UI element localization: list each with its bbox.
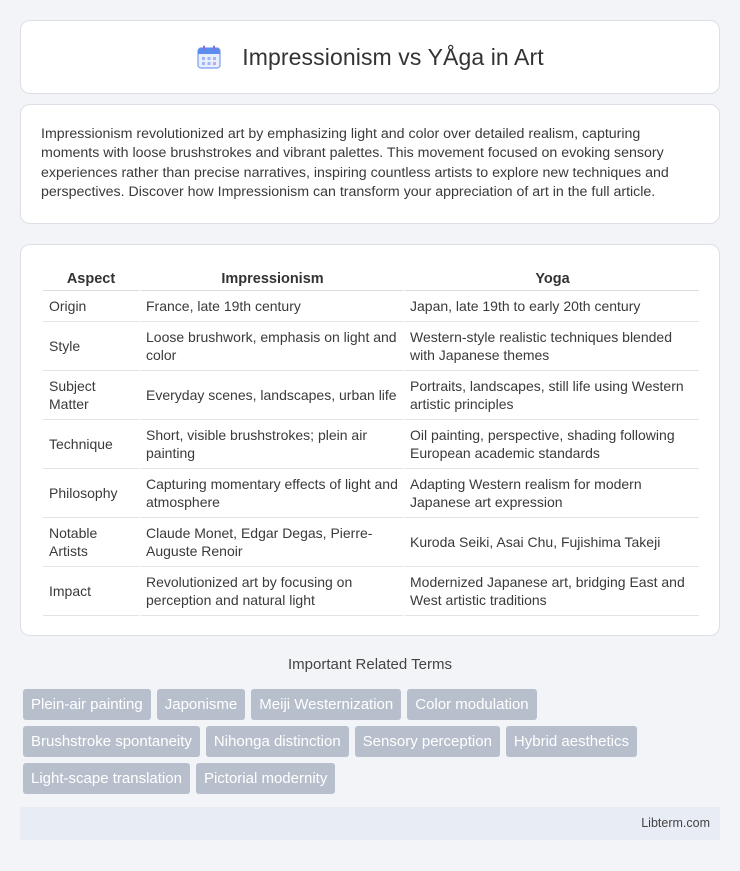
tag-nihonga-distinction[interactable]: Nihonga distinction bbox=[206, 726, 349, 757]
row-aspect: Philosophy bbox=[43, 469, 139, 518]
header-aspect: Aspect bbox=[43, 267, 139, 291]
row-yoga: Oil painting, perspective, shading following European academic standards bbox=[403, 420, 699, 469]
row-yoga: Western-style realistic techniques blended with Japanese themes bbox=[403, 322, 699, 371]
intro-card bbox=[20, 104, 720, 224]
tag-hybrid-aesthetics[interactable]: Hybrid aesthetics bbox=[506, 726, 637, 757]
comparison-table bbox=[43, 267, 699, 616]
tag-brushstroke-spontaneity[interactable]: Brushstroke spontaneity bbox=[23, 726, 200, 757]
tag-row bbox=[23, 689, 703, 720]
tag-sensory-perception[interactable]: Sensory perception bbox=[355, 726, 500, 757]
row-yoga: Japan, late 19th to early 20th century bbox=[403, 291, 699, 322]
table-row bbox=[43, 567, 699, 616]
comparison-table-card bbox=[20, 244, 720, 636]
tag-pictorial-modernity[interactable]: Pictorial modernity bbox=[196, 763, 335, 794]
tag-color-modulation[interactable]: Color modulation bbox=[407, 689, 536, 720]
table-header-row bbox=[43, 267, 699, 291]
tag-row bbox=[23, 763, 703, 794]
row-impressionism: Loose brushwork, emphasis on light and color bbox=[139, 322, 403, 371]
tag-row bbox=[23, 726, 703, 757]
row-impressionism: Capturing momentary effects of light and atmosphere bbox=[139, 469, 403, 518]
row-yoga: Portraits, landscapes, still life using Western artistic principles bbox=[403, 371, 699, 420]
row-aspect: Origin bbox=[43, 291, 139, 322]
related-terms-title: Important Related Terms bbox=[288, 656, 452, 673]
table-row bbox=[43, 420, 699, 469]
header-yoga: Yoga bbox=[403, 267, 699, 291]
table-row bbox=[43, 518, 699, 567]
calendar-icon bbox=[196, 44, 222, 70]
header-card bbox=[20, 20, 720, 94]
row-aspect: Subject Matter bbox=[43, 371, 139, 420]
table-row bbox=[43, 322, 699, 371]
table-row bbox=[43, 371, 699, 420]
row-yoga: Modernized Japanese art, bridging East and West artistic traditions bbox=[403, 567, 699, 616]
intro-text: Impressionism revolutionized art by emphasizing light and color over detailed realism, capturing moments with loose brushstrokes and vibrant palettes. This movement focused on evoking sensory experiences rather than precise narratives, inspiring countless artists to explore new techniques and perspectives. Discover how Impressionism can transform your appreciation of art in the full article. bbox=[41, 126, 669, 201]
row-impressionism: Revolutionized art by focusing on perception and natural light bbox=[139, 567, 403, 616]
footer-site-link[interactable]: Libterm.com bbox=[641, 816, 710, 830]
row-aspect: Style bbox=[43, 322, 139, 371]
row-aspect: Notable Artists bbox=[43, 518, 139, 567]
tag-light-scape-translation[interactable]: Light-scape translation bbox=[23, 763, 190, 794]
tag-meiji-westernization[interactable]: Meiji Westernization bbox=[251, 689, 401, 720]
row-aspect: Impact bbox=[43, 567, 139, 616]
row-aspect: Technique bbox=[43, 420, 139, 469]
table-row bbox=[43, 291, 699, 322]
row-impressionism: Short, visible brushstrokes; plein air painting bbox=[139, 420, 403, 469]
header-impressionism: Impressionism bbox=[139, 267, 403, 291]
footer bbox=[20, 807, 720, 840]
row-yoga: Adapting Western realism for modern Japanese art expression bbox=[403, 469, 699, 518]
tag-plein-air-painting[interactable]: Plein-air painting bbox=[23, 689, 151, 720]
row-impressionism: Claude Monet, Edgar Degas, Pierre-Auguste Renoir bbox=[139, 518, 403, 567]
tag-japonisme[interactable]: Japonisme bbox=[157, 689, 246, 720]
page-title: Impressionism vs YÅga in Art bbox=[242, 43, 544, 70]
row-impressionism: France, late 19th century bbox=[139, 291, 403, 322]
row-impressionism: Everyday scenes, landscapes, urban life bbox=[139, 371, 403, 420]
table-row bbox=[43, 469, 699, 518]
row-yoga: Kuroda Seiki, Asai Chu, Fujishima Takeji bbox=[403, 518, 699, 567]
related-terms-tags bbox=[23, 689, 703, 800]
